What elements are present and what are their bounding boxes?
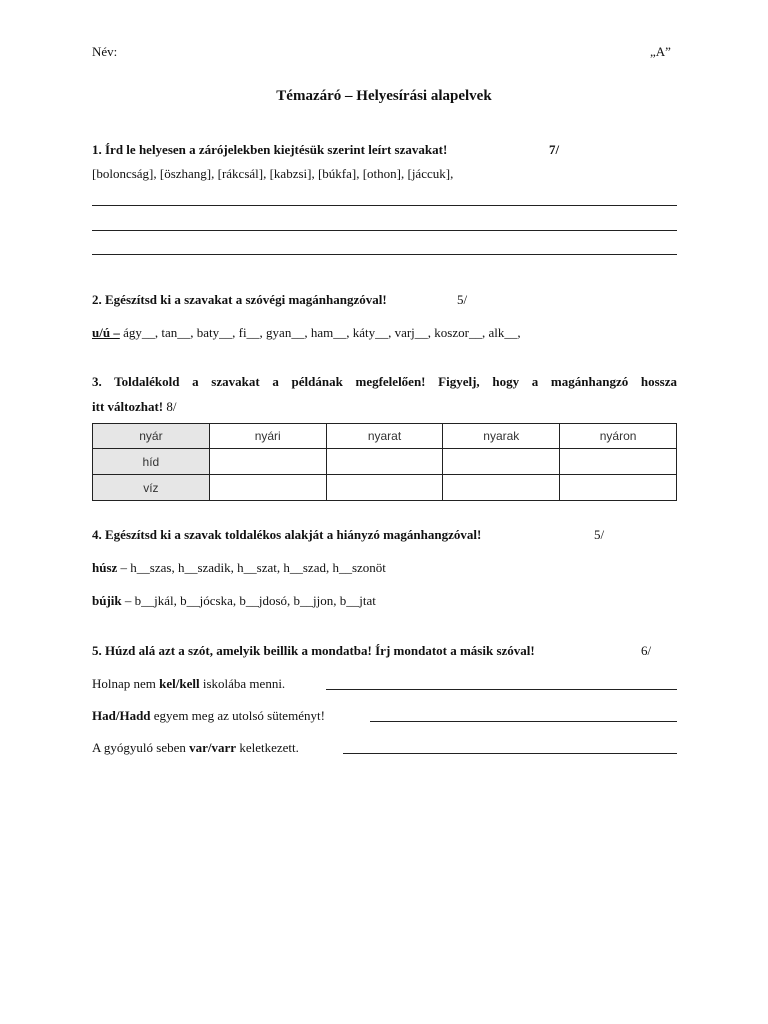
sentence-text: Holnap nem xyxy=(92,676,160,691)
task5-points: 6/ xyxy=(641,643,652,658)
answer-cell[interactable] xyxy=(326,449,443,475)
answer-cell[interactable] xyxy=(443,475,560,501)
task3-points: 8/ xyxy=(166,399,177,414)
variant-label: „A” xyxy=(650,44,671,59)
table-cell: víz xyxy=(93,475,210,501)
task1-instruction: 1. Írd le helyesen a zárójelekben kiejtésük szerint leírt szavakat! xyxy=(92,142,448,157)
sentence-text: keletkezett. xyxy=(236,740,299,755)
task3-instruction-line2: itt változhat! xyxy=(92,399,164,414)
task5-sentence2 xyxy=(92,708,325,724)
answer-cell[interactable] xyxy=(209,475,326,501)
word-form-table xyxy=(92,423,677,501)
task2-instruction: 2. Egészítsd ki a szavakat a szóvégi magánhangzóval! xyxy=(92,292,387,307)
table-row xyxy=(93,475,677,501)
answer-line[interactable] xyxy=(92,254,677,255)
table-header-row xyxy=(93,424,677,449)
answer-cell[interactable] xyxy=(443,449,560,475)
task5-instruction: 5. Húzd alá azt a szót, amelyik beillik a mondatba! Írj mondatot a másik szóval! xyxy=(92,643,535,658)
sentence-text: iskolába menni. xyxy=(199,676,286,691)
table-cell: híd xyxy=(93,449,210,475)
task5-sentence1 xyxy=(92,676,285,692)
task2-prefix: u/ú – xyxy=(92,325,120,340)
task2-line xyxy=(92,325,521,341)
task3-instruction-line1: 3. Toldalékold a szavakat a példának megfelelően! Figyelj, hogy a magánhangzó hossza xyxy=(92,374,677,389)
table-cell: nyári xyxy=(209,424,326,449)
table-cell: nyarat xyxy=(326,424,443,449)
task1-points: 7/ xyxy=(549,142,560,157)
task4-points: 5/ xyxy=(594,527,605,542)
task4-line2 xyxy=(92,593,376,609)
task4-line1 xyxy=(92,560,386,576)
word-choice[interactable]: var/varr xyxy=(189,740,237,755)
task4-items2: – b__jkál, b__jócska, b__jdosó, b__jjon, b__jtat xyxy=(121,593,376,608)
word-choice[interactable]: kel/kell xyxy=(159,676,200,691)
name-label: Név: xyxy=(92,44,118,59)
task4-word1: húsz xyxy=(92,560,118,575)
task2-points: 5/ xyxy=(457,292,468,307)
answer-cell[interactable] xyxy=(560,449,677,475)
answer-line[interactable] xyxy=(326,689,677,690)
task4-items1: – h__szas, h__szadik, h__szat, h__szad, h__szonöt xyxy=(117,560,386,575)
table-row xyxy=(93,449,677,475)
task4-instruction: 4. Egészítsd ki a szavak toldalékos alakját a hiányzó magánhangzóval! xyxy=(92,527,482,542)
task4-word2: bújik xyxy=(92,593,122,608)
answer-line[interactable] xyxy=(370,721,677,722)
answer-cell[interactable] xyxy=(560,475,677,501)
page-title: Témazáró – Helyesírási alapelvek xyxy=(276,88,492,104)
table-cell: nyarak xyxy=(443,424,560,449)
task3-instruction-line2-wrap xyxy=(92,399,177,415)
answer-line[interactable] xyxy=(92,230,677,231)
task5-sentence3 xyxy=(92,740,299,756)
table-cell: nyáron xyxy=(560,424,677,449)
answer-cell[interactable] xyxy=(209,449,326,475)
answer-line[interactable] xyxy=(343,753,677,754)
answer-line[interactable] xyxy=(92,205,677,206)
sentence-text: egyem meg az utolsó süteményt! xyxy=(150,708,325,723)
answer-cell[interactable] xyxy=(326,475,443,501)
sentence-text: A gyógyuló seben xyxy=(92,740,190,755)
table-cell: nyár xyxy=(93,424,210,449)
task1-words: [boloncság], [öszhang], [rákcsál], [kabzsi], [búkfa], [othon], [jáccuk], xyxy=(92,166,454,181)
task2-words: ágy__, tan__, baty__, fi__, gyan__, ham__, káty__, varj__, koszor__, alk__, xyxy=(123,325,521,340)
word-choice[interactable]: Had/Hadd xyxy=(92,708,151,723)
